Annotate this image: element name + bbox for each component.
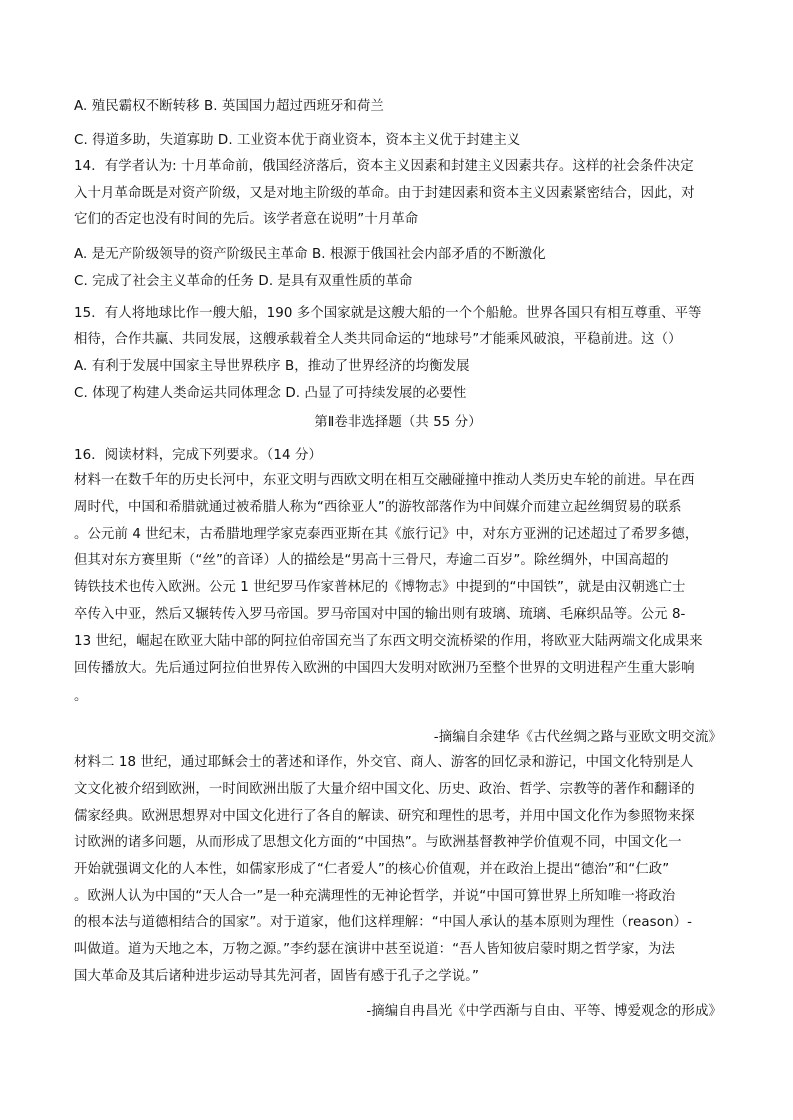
q14-stem-line-2: 入十月革命既是对资产阶级，又是对地主阶级的革命。由于封建因素和资本主义因素紧密结合，因此，对 (74, 186, 695, 201)
material1-line: 铸铁技术也传入欧洲。公元 1 世纪罗马作家普林尼的《博物志》中提到的“中国铁”，就是由汉朝逃亡士 (74, 580, 686, 595)
material2-line: 文文化被介绍到欧洲，一时间欧洲出版了大量介绍中国文化、历史、政治、哲学、宗教等的著作和翻译的 (74, 782, 695, 797)
q15-options-line-2: C. 体现了构建人类命运共同体理念 D. 凸显了可持续发展的必要性 (74, 386, 467, 401)
material2-line: 的根本法与道德相结合的国家”。对于道家，他们这样理解：“中国人承认的基本原则为理性（reason）- (74, 915, 693, 930)
material1-line: 周时代，中国和希腊就通过被希腊人称为“西徐亚人”的游牧部落作为中间媒介而建立起丝绸贸易的联系 (74, 500, 682, 515)
material1-line: 。 (74, 689, 88, 704)
material1-line: 材料一在数千年的历史长河中，东亚文明与西欧文明在相互交融碰撞中推动人类历史车轮的前进。早在西 (74, 473, 695, 488)
q15-stem-line-1: 15．有人将地球比作一艘大船，190 多个国家就是这艘大船的一个个船舱。世界各国只有相互尊重、平等 (74, 306, 702, 321)
q14-stem-line-3: 它们的否定也没有时间的先后。该学者意在说明”十月革命 (74, 212, 419, 227)
q14-options-line-1: A. 是无产阶级领导的资产阶级民主革命 B. 根源于俄国社会内部矛盾的不断激化 (74, 247, 546, 262)
section-title: 第Ⅱ卷非选择题（共 55 分） (314, 415, 482, 430)
q15-stem-line-2: 相待，合作共赢、共同发展，这艘承载着全人类共同命运的“地球号”才能乘风破浪，平稳前进。这（） (74, 332, 682, 347)
material1-line: 13 世纪，崛起在欧亚大陆中部的阿拉伯帝国充当了东西文明交流桥梁的作用，将欧亚大陆两端文化成果来 (74, 634, 703, 649)
material2-line: 。欧洲人认为中国的“天人合一”是一种充满理性的无神论哲学，并说“中国可算世界上所知唯一将政治 (74, 889, 676, 904)
material1-source: -摘编自余建华《古代丝绸之路与亚欧文明交流》 (433, 730, 722, 745)
q14-stem-line-1: 14．有学者认为: 十月革命前，俄国经济落后，资本主义因素和封建主义因素共存。这样的社会条件决定 (74, 159, 694, 174)
q15-options-line-1: A. 有利于发展中国家主导世界秩序 B，推动了世界经济的均衡发展 (74, 359, 470, 374)
material1-line: 。公元前 4 世纪末，古希腊地理学家克泰西亚斯在其《旅行记》中，对东方亚洲的记述超过了希罗多德， (74, 527, 699, 542)
material2-line: 材料二 18 世纪，通过耶稣会士的著述和译作，外交官、商人、游客的回忆录和游记，中国文化特别是人 (74, 755, 694, 770)
material2-line: 儒家经典。欧洲思想界对中国文化进行了各自的解读、研究和理性的思考，并用中国文化作为参照物来探 (74, 809, 695, 824)
material1-line: 回传播放大。先后通过阿拉伯世界传入欧洲的中国四大发明对欧洲乃至整个世界的文明进程产生重大影响 (74, 661, 695, 676)
material2-line: 开始就强调文化的人本性，如儒家形成了“仁者爱人”的核心价值观，并在政治上提出“德治”和“仁政” (74, 862, 670, 877)
material1-line: 但其对东方赛里斯（“丝”的音译）人的描绘是“男高十三骨尺，寿逾二百岁”。除丝绸外，中国高超的 (74, 553, 669, 568)
material2-line: 叫做道。道为天地之本，万物之源。”李约瑟在演讲中甚至说道：“吾人皆知彼启蒙时期之哲学家，为法 (74, 942, 675, 957)
material2-line: 讨欧洲的诸多问题，从而形成了思想文化方面的“中国热”。与欧洲基督教神学价值观不同，中国文化一 (74, 835, 682, 850)
material1-line: 卒传入中亚，然后又辗转传入罗马帝国。罗马帝国对中国的输出则有玻璃、琉璃、毛麻织品等。公元 8- (74, 607, 686, 622)
material2-line: 国大革命及其后诸种进步运动导其先河者，固皆有感于孔子之学说。” (74, 969, 480, 984)
q13-options-line-1: A. 殖民霸权不断转移 B. 英国国力超过西班牙和荷兰 (74, 99, 384, 114)
material2-source: -摘编自冉昌光《中学西渐与自由、平等、博爱观念的形成》 (366, 1004, 722, 1019)
q16-stem: 16．阅读材料，完成下列要求。（14 分） (74, 448, 322, 463)
q14-options-line-2: C. 完成了社会主义革命的任务 D. 是具有双重性质的革命 (74, 274, 413, 289)
q13-options-line-2: C. 得道多助，失道寡助 D. 工业资本优于商业资本，资本主义优于封建主义 (74, 133, 521, 148)
